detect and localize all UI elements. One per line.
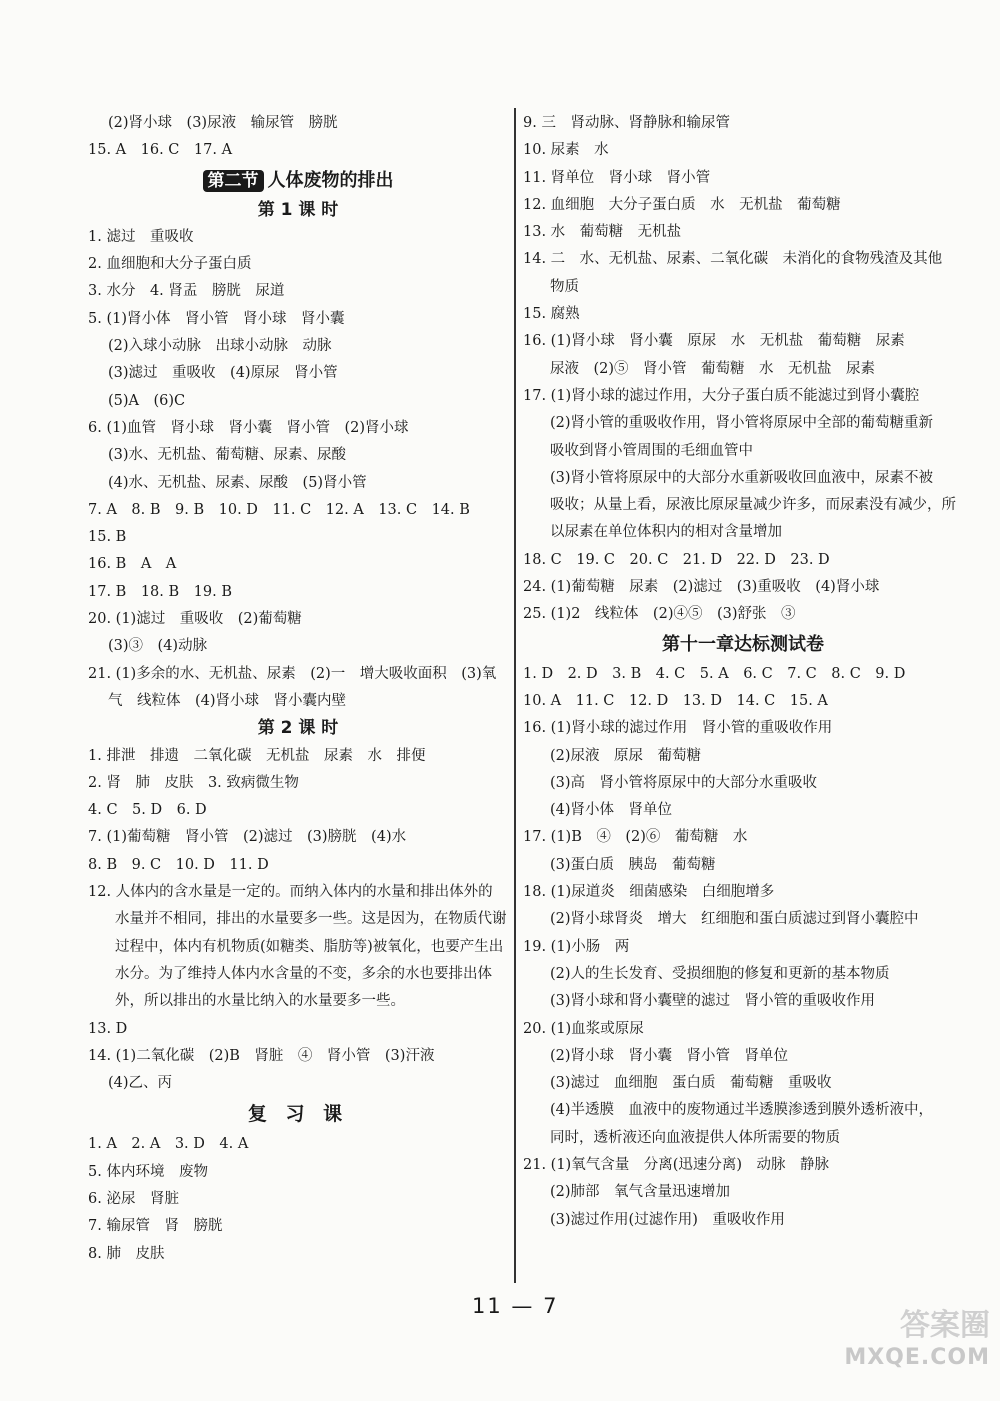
answer-line (88, 551, 508, 578)
line-text: (3)蛋白质 胰岛 葡萄糖 (550, 856, 716, 873)
line-text: 13. 水 葡萄糖 无机盐 (523, 224, 682, 241)
line-text: (5)A (6)C (108, 392, 186, 409)
answer-line (523, 465, 963, 492)
answer-line (523, 328, 963, 355)
line-text: (4)半透膜 血液中的废物通过半透膜渗透到膜外透析液中， (550, 1102, 934, 1119)
line-text: (2)尿液 原尿 葡萄糖 (550, 747, 702, 764)
answer-line (88, 360, 508, 387)
answer-line (88, 1131, 508, 1158)
answer-line (88, 988, 508, 1015)
answer-line (523, 770, 963, 797)
answer-line (523, 192, 963, 219)
answer-line (523, 906, 963, 933)
section-heading (523, 629, 963, 661)
line-text: 过程中，体内有机物质(如糖类、脂肪等)被氧化，也要产生出 (115, 938, 504, 955)
line-text: (2)肾小球肾炎 增大 红细胞和蛋白质滤过到肾小囊腔中 (550, 911, 919, 928)
answer-line (523, 246, 963, 273)
line-text: 13. D (88, 1020, 128, 1037)
line-text: (2)肺部 氧气含量迅速增加 (550, 1184, 731, 1201)
answer-line (88, 633, 508, 660)
line-text: 2. 血细胞和大分子蛋白质 (88, 256, 252, 273)
answer-line (523, 383, 963, 410)
line-text: 7. 输尿管 肾 膀胱 (88, 1218, 223, 1235)
line-text: 第十一章达标测试卷 (662, 633, 824, 655)
answer-line (523, 1152, 963, 1179)
line-text: (3)肾小球和肾小囊壁的滤过 肾小管的重吸收作用 (550, 993, 876, 1010)
answer-line (523, 1016, 963, 1043)
line-text: 水分。为了维持人体内水含量的不变，多余的水也要排出体 (115, 965, 492, 982)
answer-line (88, 1016, 508, 1043)
answer-line (88, 388, 508, 415)
line-text: 17. B 18. B 19. B (88, 583, 232, 600)
line-text: 水量并不相同，排出的水量要多一些。这是因为，在物质代谢 (115, 911, 507, 928)
line-text: 吸收到肾小管周围的毛细血管中 (550, 442, 753, 459)
line-text: (2)入球小动脉 出球小动脉 动脉 (108, 338, 332, 355)
section-heading (88, 1097, 508, 1131)
answer-line (523, 879, 963, 906)
answer-line (88, 110, 508, 137)
line-text: 17. (1)B ④ (2)⑥ 葡萄糖 水 (523, 829, 748, 846)
line-text: 6. 泌尿 肾脏 (88, 1190, 179, 1207)
answer-line (523, 1097, 963, 1124)
line-text: (2)肾小管的重吸收作用，肾小管将原尿中全部的葡萄糖重新 (550, 415, 934, 432)
answer-line (523, 1125, 963, 1152)
answer-line (523, 601, 963, 628)
line-text: (3)滤过 重吸收 (4)原尿 肾小管 (108, 365, 338, 382)
answer-line (88, 497, 508, 524)
answer-line (523, 356, 963, 383)
answer-line (523, 110, 963, 137)
answer-line (88, 251, 508, 278)
answer-line (523, 797, 963, 824)
answer-line (523, 824, 963, 851)
line-text: 以尿素在单位体积内的相对含量增加 (550, 524, 782, 541)
answer-line (523, 743, 963, 770)
answer-line (523, 438, 963, 465)
section-heading (88, 715, 508, 742)
line-text: (3)滤过 血细胞 蛋白质 葡萄糖 重吸收 (550, 1075, 832, 1092)
line-text: 1. A 2. A 3. D 4. A (88, 1136, 249, 1153)
answer-line (88, 524, 508, 551)
answer-line (88, 137, 508, 164)
line-text: 11. 肾单位 肾小球 肾小管 (523, 169, 711, 186)
line-text: 7. A 8. B 9. B 10. D 11. C 12. A 13. C 14. B (88, 501, 470, 518)
answer-line (523, 1070, 963, 1097)
answer-line (523, 688, 963, 715)
answer-line (88, 906, 508, 933)
line-text: 21. (1)氧气含量 分离(迅速分离) 动脉 静脉 (523, 1156, 830, 1173)
line-text: (3)③ (4)动脉 (108, 638, 208, 655)
line-text: 7. (1)葡萄糖 肾小管 (2)滤过 (3)膀胱 (4)水 (88, 829, 407, 846)
line-text: 1. 排泄 排遗 二氧化碳 无机盐 尿素 水 排便 (88, 747, 426, 764)
line-text: 10. 尿素 水 (523, 142, 609, 159)
answer-line (523, 1179, 963, 1206)
answer-line (523, 274, 963, 301)
answer-line (523, 219, 963, 246)
line-text: 25. (1)2 线粒体 (2)④⑤ (3)舒张 ③ (523, 606, 796, 623)
answer-line (88, 470, 508, 497)
answer-line (523, 852, 963, 879)
line-text: 第 1 课 时 (257, 199, 339, 220)
answer-line (88, 1213, 508, 1240)
line-text: 16. (1)肾小球 肾小囊 原尿 水 无机盐 葡萄糖 尿素 (523, 333, 905, 350)
line-text: 1. D 2. D 3. B 4. C 5. A 6. C 7. C 8. C 9. D (523, 665, 906, 682)
line-text: 15. B (88, 529, 127, 546)
answer-line (88, 579, 508, 606)
answer-line (88, 1186, 508, 1213)
line-text: 15. 腐熟 (523, 306, 580, 323)
line-text: 物质 (550, 278, 579, 295)
line-text: (3)肾小管将原尿中的大部分水重新吸收回血液中，尿素不被 (550, 469, 934, 486)
line-text: 17. (1)肾小球的滤过作用，大分子蛋白质不能滤过到肾小囊腔 (523, 387, 920, 404)
page-number: 11 — 7 (472, 1294, 559, 1318)
line-text: 18. C 19. C 20. C 21. D 22. D 23. D (523, 551, 830, 568)
line-text: 16. (1)肾小球的滤过作用 肾小管的重吸收作用 (523, 720, 833, 737)
answer-line (523, 961, 963, 988)
answer-line (88, 770, 508, 797)
right-column (523, 110, 963, 1234)
answer-line (523, 715, 963, 742)
line-text: 9. 三 肾动脉、肾静脉和输尿管 (523, 115, 730, 131)
line-text: (2)人的生长发育、受损细胞的修复和更新的基本物质 (550, 965, 890, 982)
line-text: 5. (1)肾小体 肾小管 肾小球 肾小囊 (88, 310, 345, 327)
answer-line (523, 574, 963, 601)
line-text: (2)肾小球 肾小囊 肾小管 肾单位 (550, 1047, 789, 1064)
left-column (88, 110, 508, 1268)
line-text: 8. B 9. C 10. D 11. D (88, 856, 269, 873)
line-text: 2. 肾 肺 皮肤 3. 致病微生物 (88, 774, 299, 791)
line-text: 12. 血细胞 大分子蛋白质 水 无机盐 葡萄糖 (523, 196, 841, 213)
answer-line (523, 519, 963, 546)
line-text: 20. (1)血浆或原尿 (523, 1020, 644, 1037)
answer-line (88, 333, 508, 360)
answer-line (523, 934, 963, 961)
line-text: 14. 二 水、无机盐、尿素、二氧化碳 未消化的食物残渣及其他 (523, 251, 943, 268)
answer-line (523, 547, 963, 574)
answer-line (523, 492, 963, 519)
answer-line (523, 1207, 963, 1234)
line-text: 8. 肺 皮肤 (88, 1245, 165, 1262)
answer-line (88, 1070, 508, 1097)
line-text: 同时，透析液还向血液提供人体所需要的物质 (550, 1129, 840, 1146)
line-text: 复 习 课 (247, 1103, 349, 1126)
section-heading (88, 197, 508, 224)
line-text: 吸收；从量上看，尿液比原尿量减少许多，而尿素没有减少，所 (550, 497, 956, 514)
line-text: 16. B A A (88, 556, 177, 573)
answer-line (88, 852, 508, 879)
line-text: 10. A 11. C 12. D 13. D 14. C 15. A (523, 692, 828, 709)
answer-line (88, 824, 508, 851)
answer-line (88, 1159, 508, 1186)
line-text: 21. (1)多余的水、无机盐、尿素 (2)一 增大吸收面积 (3)氧 (88, 665, 497, 682)
answer-line (88, 1043, 508, 1070)
answer-line (523, 988, 963, 1015)
answer-line (88, 661, 508, 688)
answer-line (88, 306, 508, 333)
line-text: (3)滤过作用(过滤作用) 重吸收作用 (550, 1211, 785, 1228)
line-text: 1. 滤过 重吸收 (88, 228, 194, 245)
answer-line (88, 415, 508, 442)
answer-line (88, 224, 508, 251)
line-text: 19. (1)小肠 两 (523, 938, 630, 955)
line-text: 气 线粒体 (4)肾小球 肾小囊内壁 (108, 692, 347, 709)
section-badge: 第二节 (203, 170, 264, 192)
answer-line (523, 661, 963, 688)
watermark-url: MXQE.COM (844, 1345, 990, 1370)
line-text: 18. (1)尿道炎 细菌感染 白细胞增多 (523, 884, 775, 901)
line-text: (4)水、无机盐、尿素、尿酸 (5)肾小管 (108, 474, 367, 491)
watermark-logo: 答案圈 (900, 1308, 990, 1343)
line-text: 15. A 16. C 17. A (88, 142, 233, 159)
answer-line (88, 797, 508, 824)
answer-line (523, 410, 963, 437)
line-text: 24. (1)葡萄糖 尿素 (2)滤过 (3)重吸收 (4)肾小球 (523, 579, 880, 596)
answer-line (88, 743, 508, 770)
answer-line (523, 165, 963, 192)
line-text: (4)肾小体 肾单位 (550, 802, 673, 819)
column-divider (514, 108, 516, 1283)
answer-line (88, 278, 508, 305)
answer-line (523, 301, 963, 328)
line-text: 20. (1)滤过 重吸收 (2)葡萄糖 (88, 611, 302, 628)
line-text: 外，所以排出的水量比纳入的水量要多一些。 (115, 993, 405, 1010)
answer-line (88, 879, 508, 906)
line-text: 14. (1)二氧化碳 (2)B 肾脏 ④ 肾小管 (3)汗液 (88, 1047, 435, 1064)
answer-line (88, 688, 508, 715)
line-text: 第 2 课 时 (257, 718, 339, 739)
line-text: 尿液 (2)⑤ 肾小管 葡萄糖 水 无机盐 尿素 (550, 360, 876, 377)
line-text: 3. 水分 4. 肾盂 膀胱 尿道 (88, 283, 285, 300)
line-text: (2)肾小球 (3)尿液 输尿管 膀胱 (108, 115, 338, 131)
line-text: 4. C 5. D 6. D (88, 802, 207, 819)
line-text: 5. 体内环境 废物 (88, 1163, 208, 1180)
line-text: (4)乙、丙 (108, 1075, 173, 1092)
answer-line (523, 1043, 963, 1070)
answer-line (88, 442, 508, 469)
answer-line (88, 606, 508, 633)
line-text: (3)水、无机盐、葡萄糖、尿素、尿酸 (108, 447, 347, 464)
line-text: 6. (1)血管 肾小球 肾小囊 肾小管 (2)肾小球 (88, 419, 409, 436)
line-text: 人体废物的排出 (267, 169, 394, 191)
answer-line (523, 137, 963, 164)
answer-line (88, 934, 508, 961)
section-heading (88, 165, 508, 197)
line-text: 12. 人体内的含水量是一定的。而纳入体内的水量和排出体外的 (88, 884, 493, 901)
answer-line (88, 961, 508, 988)
line-text: (3)高 肾小管将原尿中的大部分水重吸收 (550, 774, 818, 791)
answer-line (88, 1241, 508, 1268)
